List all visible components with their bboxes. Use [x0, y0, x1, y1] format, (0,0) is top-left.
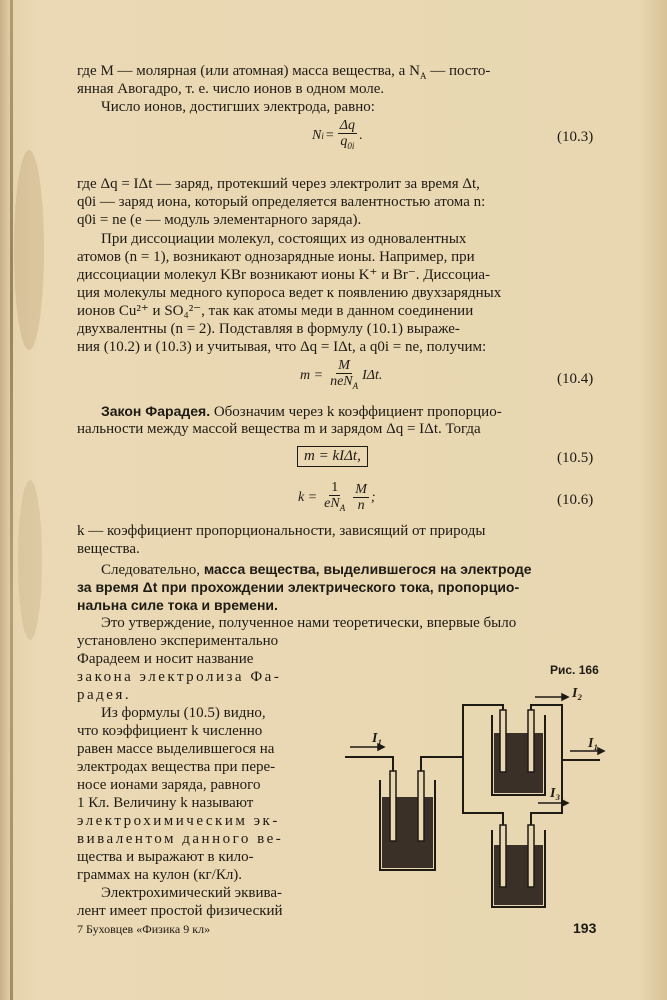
text-line: q0i — заряд иона, который определяется валентностью атома n: — [77, 194, 486, 210]
formula-10-4 — [300, 358, 382, 394]
subscript: A — [339, 502, 346, 513]
figure-caption: Рис. 166 — [550, 663, 599, 677]
equation-number: (10.4) — [557, 371, 594, 387]
text-line: вещества. — [77, 541, 140, 557]
text-line: носе ионами заряда, равного — [77, 777, 261, 793]
subscript: A — [352, 380, 359, 391]
subscript: 0i — [347, 140, 355, 151]
beaker-top-right — [492, 710, 545, 795]
boxed-formula: m = kIΔt, — [297, 446, 368, 467]
text-line: граммах на кулон (кг/Кл). — [77, 867, 243, 883]
denominator: n — [357, 498, 365, 514]
formula-lhs: k = — [298, 489, 318, 505]
den-text: q — [340, 134, 348, 149]
text-line: янная Авогадро, т. е. число ионов в одном моле. — [77, 81, 385, 97]
footer-source: 7 Буховцев «Физика 9 кл» — [77, 922, 211, 936]
text-line: закона электролиза Фа- — [77, 669, 282, 685]
equation-number: (10.5) — [557, 450, 594, 466]
text-line: установлено экспериментально — [77, 633, 279, 649]
label-i1-left: I₁ — [372, 731, 383, 746]
text-line: нальности между массой вещества m и зарядом Δq = IΔt. Тогда — [77, 421, 481, 437]
numerator: Δq — [339, 118, 355, 133]
equation-number: (10.6) — [557, 492, 594, 508]
text-line: лент имеет простой физический — [77, 903, 283, 919]
fraction — [353, 482, 369, 513]
current-arrows — [350, 694, 604, 806]
fraction — [338, 118, 357, 154]
numerator: M — [355, 482, 367, 498]
text-line: — посто- — [426, 63, 491, 79]
text-line: 1 Кл. Величину k называют — [77, 795, 254, 811]
text-line: Число ионов, достигших электрода, равно: — [101, 99, 375, 115]
text-line: q0i = ne (e — модуль элементарного заряда). — [77, 212, 362, 228]
paragraph-faraday — [77, 402, 604, 422]
text-line: ния (10.2) и (10.3) и учитывая, что Δq = IΔt, а q0i = ne, получим: — [77, 339, 487, 355]
formula-tail: IΔt. — [362, 367, 383, 383]
formula-10-3: N i = $\frac{\Delta q}{q_{0i}}$ . — [312, 118, 362, 154]
text-line: атомов (n = 1), возникают однозарядные ионы. Например, при — [77, 249, 475, 265]
denominator — [328, 374, 360, 394]
label-i1-right: I₁ — [588, 736, 599, 751]
denominator — [322, 496, 347, 516]
paragraph-conclusion — [77, 560, 604, 580]
text-line: Следовательно, — [101, 562, 204, 578]
bold-statement: нальна силе тока и времени. — [77, 597, 278, 613]
text-line: электрохимическим эк- — [77, 813, 280, 829]
text-line: Это утверждение, полученное нами теоретически, впервые было — [101, 615, 517, 631]
beaker-left — [380, 771, 435, 870]
label-i3: I₃ — [550, 786, 561, 801]
electrolysis-figure — [340, 685, 610, 915]
formula-lhs: m = — [300, 367, 324, 383]
numerator: 1 — [331, 480, 339, 495]
text-line: При диссоциации молекул, состоящих из одновалентных — [101, 231, 467, 247]
text-line: равен массе выделившегося на — [77, 741, 275, 757]
fraction — [328, 358, 360, 394]
paper-stain — [14, 150, 44, 350]
text-line: Электрохимический эквива- — [101, 885, 283, 901]
numerator: M — [338, 358, 350, 373]
text-line: Обозначим через k коэффициент пропорцио- — [210, 404, 502, 420]
formula-10-6 — [298, 480, 376, 516]
text-line: k — коэффициент пропорциональности, зависящий от природы — [77, 523, 486, 539]
text-line: Из формулы (10.5) видно, — [101, 705, 266, 721]
label-i2: I₂ — [572, 686, 583, 701]
text-line: диссоциации молекул KBr возникают ионы K⁺ и Br⁻. Диссоциа- — [77, 267, 491, 283]
text-line: где Δq = IΔt — заряд, протекший через электролит за время Δt, — [77, 176, 480, 192]
text-line: где M — молярная (или атомная) масса вещества, а N — [77, 63, 420, 79]
text-line: двухвалентны (n = 2). Подставляя в формулу (10.1) выраже- — [77, 321, 460, 337]
bold-statement: за время Δt при прохождении электрического тока, пропорцио- — [77, 579, 520, 595]
formula-10-5 — [297, 446, 368, 467]
page-number: 193 — [573, 920, 597, 936]
den-text: neN — [330, 374, 353, 389]
formula-lhs: N — [312, 127, 322, 143]
denominator — [338, 134, 356, 154]
text-line: ция молекулы медного купороса ведет к появлению двухзарядных — [77, 285, 502, 301]
equation-number: (10.3) — [557, 129, 594, 145]
text-line: электродах вещества при пере- — [77, 759, 276, 775]
text-line: Фарадеем и носит название — [77, 651, 254, 667]
text-line: что коэффициент k численно — [77, 723, 263, 739]
bold-statement: масса вещества, выделившегося на электроде — [203, 561, 532, 577]
subscript: i — [321, 130, 324, 141]
beaker-bottom-right — [492, 825, 545, 907]
page-fold-shadow — [10, 0, 13, 1000]
section-title: Закон Фарадея. — [101, 403, 211, 419]
formula-tail: ; — [370, 489, 376, 505]
text-line: щества и выражают в кило- — [77, 849, 254, 865]
text-line: ионов Cu²⁺ и SO₄²⁻, так как атомы меди в данном соединении — [77, 303, 474, 319]
den-text: eN — [324, 496, 340, 511]
subscript: A — [419, 71, 427, 81]
paper-stain — [18, 480, 42, 640]
text-line: вивалентом данного ве- — [77, 831, 284, 847]
fraction — [322, 480, 347, 516]
text-line: радея. — [77, 687, 132, 703]
